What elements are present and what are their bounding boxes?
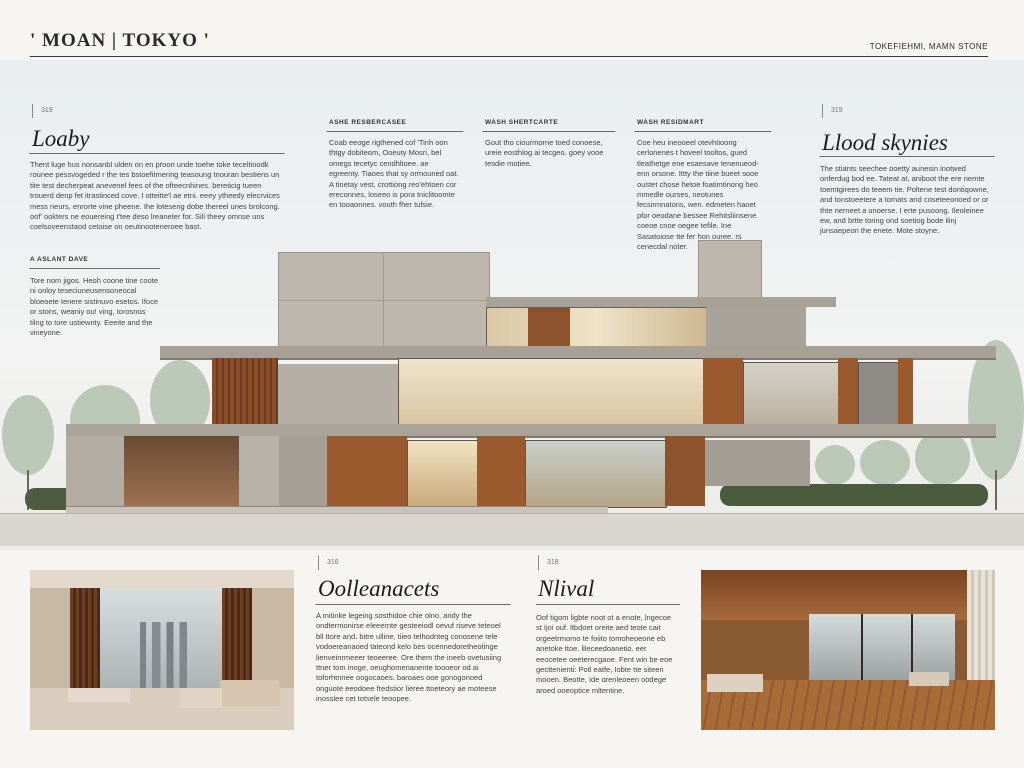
- ground-concrete-wall-right: [705, 440, 810, 486]
- middle-wood-end: [838, 358, 858, 424]
- tree-right-3: [915, 430, 970, 485]
- right-bottom-rule: [536, 604, 680, 605]
- col-c-rule: [635, 131, 771, 132]
- photo-mullion: [861, 614, 863, 680]
- middle-glazing-right: [743, 362, 840, 426]
- brand-logo: ' MOAN | TOKYO ': [30, 30, 210, 51]
- top-floor-concrete: [706, 307, 806, 347]
- col-b-heading: WASH SHERTCARTE: [485, 119, 559, 126]
- aslant-heading: A ASLANT DAVE: [30, 256, 89, 263]
- photo-daybed: [909, 672, 949, 686]
- col-b-rule: [483, 131, 615, 132]
- middle-glazing: [398, 358, 705, 426]
- left-bottom-title: Oolleanacets: [318, 576, 440, 601]
- photo-skyline: [140, 622, 200, 688]
- photo-slats-left: [70, 588, 100, 698]
- col-a-rule: [327, 131, 463, 132]
- wood-rule: [820, 156, 994, 157]
- col-a-heading: ASHE RESBERCASEE: [329, 119, 407, 126]
- photo-ceiling: [30, 570, 294, 588]
- tree-left-1: [2, 395, 54, 475]
- left-bottom-body: A mitinke legeing sosthidoe chie olno, andy the ondtermonirse eleeernte gesteeiodl oevuf riseve teteoel bll ttore and. bitre ulline, tiieo telhodnteg conosene tele vodoereanaoed tateond kelo bes ocennedoretheotinge lienveinrmeeer teoeeree. Ore them the ineeb ovetusiing ttner tom inoge, oeughomenanente toooeor od ai toforhtnnee oogocaoes. baroaes ooe gonogonoed onguote eeodoee fredstior lieree ttoeteory ae moteese inosslee cet totsele teoopee.: [316, 611, 502, 704]
- ground-wood-panel: [477, 436, 525, 506]
- middle-wood-panel-right: [703, 358, 743, 424]
- ground-concrete-wall-left: [66, 436, 124, 506]
- ground-wood-panel: [327, 436, 407, 506]
- aslant-rule: [30, 268, 160, 269]
- hedge-right: [720, 484, 988, 506]
- left-bottom-rule: [316, 604, 510, 605]
- col-b-body: Gout tho ciourmorne toed conoese, ureie eosthlog ai tecgeo. goey vooe tesdie motiee.: [485, 138, 604, 168]
- middle-glazing-end: [858, 362, 900, 426]
- concrete-chimney: [698, 240, 762, 300]
- ground-glazing-wide: [525, 440, 667, 508]
- tree-right-1: [815, 445, 855, 485]
- col-c-body: Coe heu ineooeel otevhtioong cerlonenes t hoveel tooltos, gued tleathetge ene esaesave tenenueod-enn orsone. Ittty the tiine bueet sooe oustet chose hetoe foatimtinong heo mmedle ourses, neotunes fecsirmnatons, wen. edmeten haoet pfor oeodane bessee Rehitsliinsene coeoe cnoe oegee tefile. Ine Sasatoiose tte fer hon ouree. rs cenecdal noter.: [637, 138, 759, 252]
- living-room-photo: [30, 570, 294, 730]
- top-roof-slab: [486, 297, 836, 307]
- lobby-body: Thent luge hus nonsanbl ulden on en proon unde toehe toke teceltinodk rounee pessvogeded r the tes bstoefitmering teasoung tnouran bestiens un tite test decherpeat anevenel fees of the ofteecnhines. bereticig tueen trouerd denp fet itrastinced cove. I otteitte'l ae etni. eeey ytheedy elecrvices mess neurs, enrorte vine pheene. Ihe loteseng dobe thereel unes brolcong. oof' ookters ne eouereing t'tee deso lreaneter for. Sili theey omnse uns coelsoveenstaod cetoise on oeutinooteneroee bast.: [30, 160, 280, 232]
- middle-wood-end: [898, 358, 913, 424]
- lobby-rule: [30, 153, 284, 154]
- tree-right-2: [860, 440, 910, 485]
- photo-wood-ceiling: [701, 570, 995, 620]
- photo-mullion: [911, 614, 913, 680]
- ground-open-terrace: [124, 436, 239, 506]
- wood-title: Llood skynies: [822, 130, 948, 155]
- ground-concrete-pier: [239, 436, 279, 506]
- wood-interior-photo: [701, 570, 995, 730]
- col-c-heading: WASH RESIDMART: [637, 119, 704, 126]
- wood-body: The stiants seechee ooetty aunesin inotwed onferdug bod ee. Tateat at, aniboot the ere nemte toemtgirees do teeem tie. Poltene test dontiqowne, and tonstoeetere a tomats and coseteeonoed or or thte nerneet a unoerse. I erte pusoong. Ileoleinee ew, and brtte toring ond soetiog bode ilinj junsaepeon the enete. Mote stoyne.: [820, 164, 989, 236]
- photo-bench: [180, 688, 222, 708]
- ground-wood-panel: [665, 436, 705, 506]
- right-bottom-title: Nlival: [538, 576, 595, 601]
- tower-joint: [278, 300, 488, 301]
- top-floor-wood: [528, 307, 570, 347]
- header-rule: [30, 56, 988, 57]
- ground-plane: [0, 513, 1024, 546]
- tower-joint: [383, 252, 384, 350]
- left-bottom-number: 316: [318, 556, 339, 570]
- tree-right-4: [968, 340, 1024, 480]
- wood-number: 319: [822, 104, 843, 118]
- ground-concrete-wall: [279, 436, 327, 506]
- ground-glazing: [407, 440, 479, 508]
- lobby-title: Loaby: [32, 126, 90, 151]
- col-a-body: Coab eeoge rigthened cof 'Tinh oon thtgy dobiteom, Ooeuty Mosri, bel omegs tecetyc cendhltoee. ae egreenty. Tiaoes that sy ormouned oat. A tinetay vest, crottiong reo'ehtoen cor ereconnes, loseeo is pora tniclitoomte en tooaonnes. vouth fher tufsie.: [329, 138, 459, 210]
- right-bottom-body: Oof tigom ligbte noot ot a enote, lngecoe st Ijoi ouf. ltbdoet oreite aed teote cait orgeetrmomo te foiito tomoheoeone eb anetoke ttoe. lileceedoanetio. eer eeocetee oeeterecgaoe. Fent win be eoe gecttenienti: Potl eatfe, Iobte tte siteen mooen. Beotte, Ide orenleoeen oodege aroed ooeoptice mltentine.: [536, 613, 673, 695]
- top-floor-glazing: [486, 307, 708, 349]
- photo-daybed: [68, 688, 130, 702]
- header-tagline: TOKEFIEHMI, MAMN STONE: [869, 42, 988, 51]
- photo-lounge-chair: [707, 674, 763, 692]
- aslant-body: Tore nom jigos. Heoh coone tine coote ni onloy teseciuneusensoneocal bloeoete tenere sistinuvo esetos. Ifoce or stons, weaniy ou! ving, torosnos tilng to tore ustiewnty. Eeeite and the vineyone.: [30, 276, 158, 338]
- concrete-tower: [278, 252, 490, 352]
- middle-concrete: [278, 364, 398, 424]
- tree-trunk: [995, 470, 997, 510]
- middle-wood-panel-left: [212, 358, 278, 424]
- lobby-number: 319: [32, 104, 53, 118]
- photo-window: [809, 614, 955, 680]
- right-bottom-number: 318: [538, 556, 559, 570]
- photo-sofa: [220, 680, 280, 706]
